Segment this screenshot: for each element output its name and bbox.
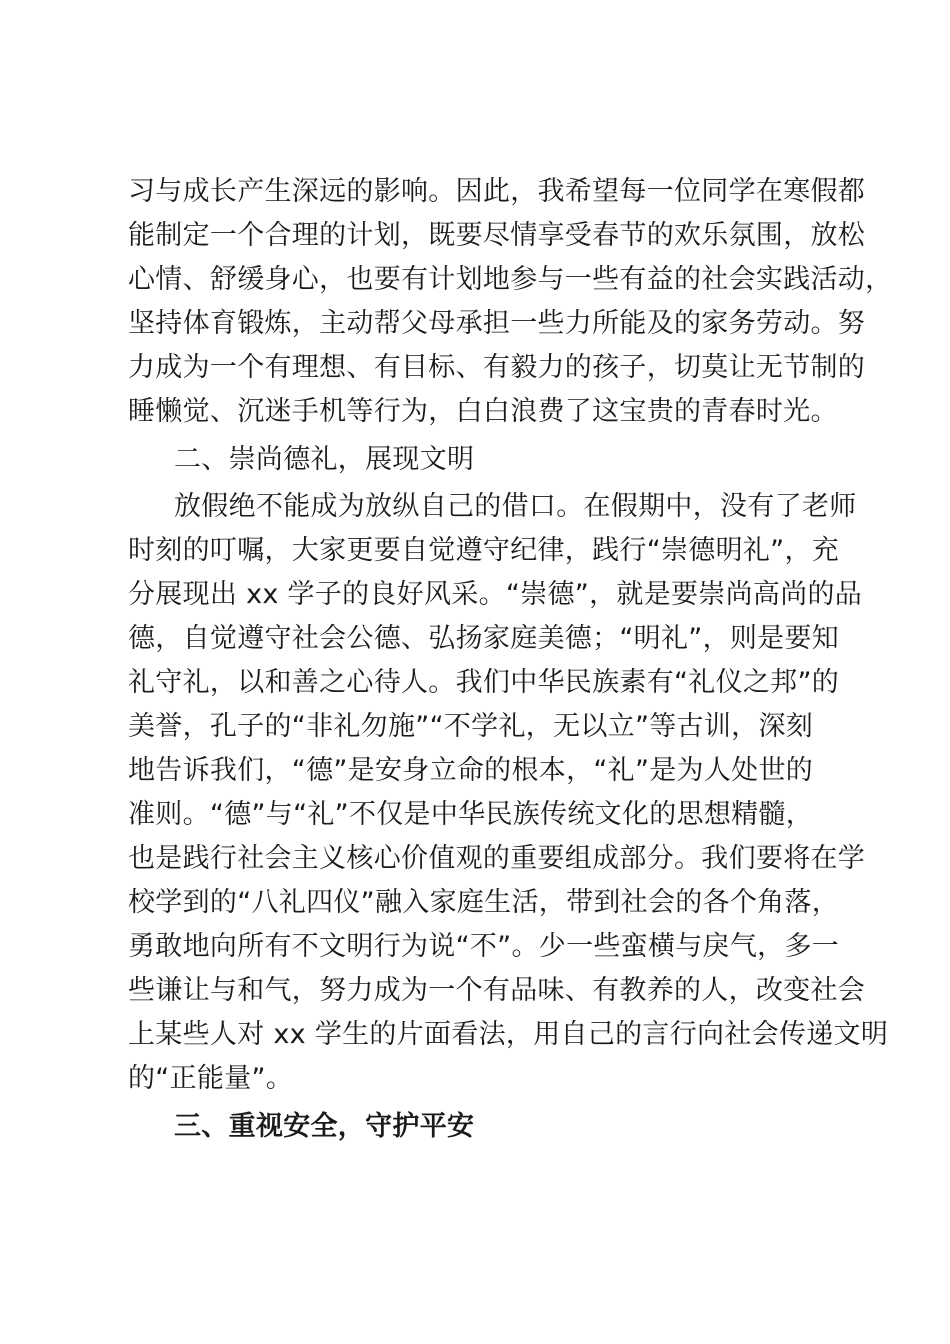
paragraph-line: 力成为一个有理想、有目标、有毅力的孩子，切莫让无节制的 [128, 352, 866, 383]
paragraph-line: 分展现出 xx 学子的良好风采。“崇德”，就是要崇尚高尚的品 [128, 579, 863, 610]
paragraph-line: 的“正能量”。 [128, 1063, 294, 1094]
paragraph-line: 放假绝不能成为放纵自己的借口。在假期中，没有了老师 [174, 491, 857, 522]
section-heading: 三、重视安全，守护平安 [174, 1111, 475, 1142]
paragraph-line: 睡懒觉、沉迷手机等行为，白白浪费了这宝贵的青春时光。 [128, 396, 838, 427]
paragraph-line: 心情、舒缓身心，也要有计划地参与一些有益的社会实践活动， [128, 264, 893, 295]
paragraph-line: 地告诉我们，“德”是安身立命的根本，“礼”是为人处世的 [128, 755, 814, 786]
paragraph-line: 礼守礼，以和善之心待人。我们中华民族素有“礼仪之邦”的 [128, 667, 840, 698]
paragraph-line: 美誉，孔子的“非礼勿施”“不学礼，无以立”等古训，深刻 [128, 711, 814, 742]
paragraph-line: 勇敢地向所有不文明行为说“不”。少一些蛮横与戾气，多一 [128, 931, 840, 962]
section-heading: 二、崇尚德礼，展现文明 [174, 444, 475, 475]
paragraph-line: 能制定一个合理的计划，既要尽情享受春节的欢乐氛围，放松 [128, 220, 866, 251]
paragraph-line: 坚持体育锻炼，主动帮父母承担一些力所能及的家务劳动。努 [128, 308, 866, 339]
paragraph-line: 也是践行社会主义核心价值观的重要组成部分。我们要将在学 [128, 843, 866, 874]
paragraph-line: 上某些人对 xx 学生的片面看法，用自己的言行向社会传递文明 [128, 1019, 889, 1050]
paragraph-line: 校学到的“八礼四仪”融入家庭生活，带到社会的各个角落， [128, 887, 840, 918]
paragraph-line: 习与成长产生深远的影响。因此，我希望每一位同学在寒假都 [128, 176, 866, 207]
paragraph-line: 时刻的叮嘱，大家更要自觉遵守纪律，践行“崇德明礼”，充 [128, 535, 840, 566]
paragraph-line: 些谦让与和气，努力成为一个有品味、有教养的人，改变社会 [128, 975, 866, 1006]
paragraph-line: 德，自觉遵守社会公德、弘扬家庭美德；“明礼”，则是要知 [128, 623, 840, 654]
paragraph-line: 准则。“德”与“礼”不仅是中华民族传统文化的思想精髓， [128, 799, 814, 830]
